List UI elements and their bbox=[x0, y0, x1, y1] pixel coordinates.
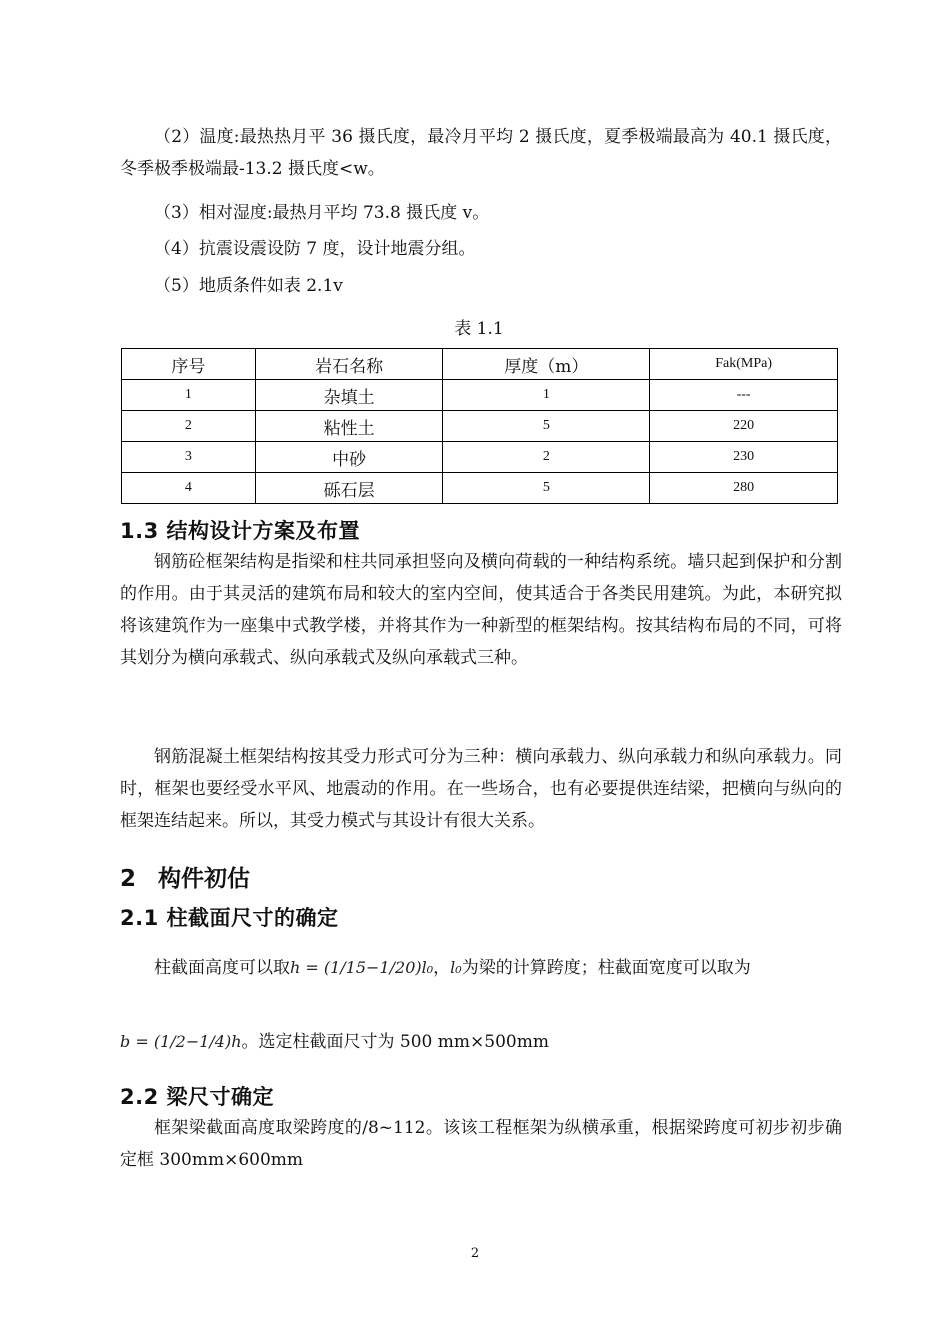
geology-table bbox=[121, 348, 838, 504]
paragraph-beam-size: 框架梁截面高度取梁跨度的/8~112。该该工程框架为纵横承重，根据梁跨度可初步初步确定框 300mm×600mm bbox=[120, 1118, 842, 1170]
formula-l0: l₀ bbox=[450, 958, 462, 977]
table-cell: 230 bbox=[650, 442, 838, 473]
chapter-title: 构件初估 bbox=[158, 866, 250, 892]
table-cell: 1 bbox=[122, 380, 256, 411]
table-cell: 2 bbox=[443, 442, 650, 473]
chapter-heading-2 bbox=[120, 860, 250, 893]
table-cell: 杂填土 bbox=[255, 380, 443, 411]
paragraph-temperature: （2）温度:最热热月平 36 摄氏度，最冷月平均 2 摄氏度，夏季极端最高为 40.1 摄氏度，冬季极季极端最-13.2 摄氏度<w。 bbox=[120, 127, 842, 179]
table-row bbox=[122, 411, 838, 442]
table-cell: 粘性土 bbox=[255, 411, 443, 442]
text-run: 。选定柱截面尺寸为 500 mm×500mm bbox=[241, 1032, 549, 1052]
table-cell: 5 bbox=[443, 411, 650, 442]
text-run: 为梁的计算跨度；柱截面宽度可以取为 bbox=[461, 958, 751, 978]
table-header-cell: 序号 bbox=[122, 349, 256, 380]
table-cell: 1 bbox=[443, 380, 650, 411]
table-header-cell: 岩石名称 bbox=[255, 349, 443, 380]
table-header-row bbox=[122, 349, 838, 380]
paragraph-humidity: （3）相对湿度:最热月平均 73.8 摄氏度 v。 bbox=[154, 203, 490, 223]
table-cell: 5 bbox=[443, 473, 650, 504]
table-header-cell: 厚度（m） bbox=[443, 349, 650, 380]
table-cell: 3 bbox=[122, 442, 256, 473]
section-heading-2-1: 2.1 柱截面尺寸的确定 bbox=[120, 906, 339, 930]
formula-h: h = (1/15−1/20)l₀ bbox=[290, 958, 434, 977]
table-row bbox=[122, 380, 838, 411]
chapter-number: 2 bbox=[120, 866, 137, 892]
table-caption: 表 1.1 bbox=[454, 319, 504, 339]
formula-b: b = (1/2−1/4)h bbox=[120, 1032, 242, 1051]
table-cell: 砾石层 bbox=[255, 473, 443, 504]
page-number: 2 bbox=[470, 1246, 480, 1261]
table-header-cell: Fak(MPa) bbox=[650, 349, 838, 380]
section-heading-2-2: 2.2 梁尺寸确定 bbox=[120, 1085, 275, 1109]
paragraph-structure-2: 钢筋混凝土框架结构按其受力形式可分为三种：横向承载力、纵向承载力和纵向承载力。同时，框架也要经受水平风、地震动的作用。在一些场合，也有必要提供连结梁，把横向与纵向的框架连结起来。所以，其受力模式与其设计有很大关系。 bbox=[120, 747, 842, 831]
text-run: ， bbox=[433, 958, 451, 978]
paragraph-structure-1: 钢筋砼框架结构是指梁和柱共同承担竖向及横向荷载的一种结构系统。墙只起到保护和分割的作用。由于其灵活的建筑布局和较大的室内空间，使其适合于各类民用建筑。为此，本研究拟将该建筑作为一座集中式教学楼，并将其作为一种新型的框架结构。按其结构布局的不同，可将其划分为横向承载式、纵向承载式及纵向承载式三种。 bbox=[120, 552, 842, 668]
section-heading-1-3: 1.3 结构设计方案及布置 bbox=[120, 519, 361, 543]
paragraph-geology: （5）地质条件如表 2.1v bbox=[154, 276, 343, 296]
table-cell: 220 bbox=[650, 411, 838, 442]
paragraph-column-width bbox=[120, 1026, 842, 1058]
table-cell: 中砂 bbox=[255, 442, 443, 473]
table-row bbox=[122, 473, 838, 504]
paragraph-column-section bbox=[120, 952, 842, 984]
table-cell: --- bbox=[650, 380, 838, 411]
table-cell: 4 bbox=[122, 473, 256, 504]
table-cell: 280 bbox=[650, 473, 838, 504]
table-row bbox=[122, 442, 838, 473]
text-run: 柱截面高度可以取 bbox=[154, 958, 290, 978]
table-cell: 2 bbox=[122, 411, 256, 442]
paragraph-seismic: （4）抗震设震设防 7 度，设计地震分组。 bbox=[154, 239, 476, 259]
